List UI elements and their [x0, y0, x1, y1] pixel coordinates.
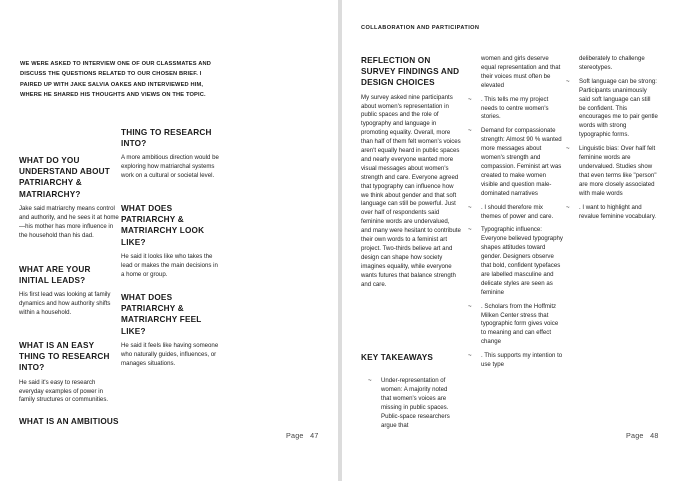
list-item-text: Demand for compassionate strength: Almost 90 % wanted more messages about women's strength and compassion. Feminist art was created to make women visible and question male-dominated narratives — [481, 127, 562, 197]
tilde-bullet-icon: ~ — [566, 203, 570, 211]
tilde-bullet-icon: ~ — [468, 127, 472, 135]
continued-text: deliberately to challenge stereotypes. — [579, 55, 645, 71]
list-item — [566, 204, 658, 222]
list-item — [468, 226, 564, 297]
list-item-text: . I want to highlight and revalue feminine vocabulary. — [579, 203, 657, 220]
tilde-bullet-icon: ~ — [566, 145, 570, 153]
question-heading: WHAT IS AN AMBITIOUS — [19, 417, 119, 426]
list-item-text: . I should therefore mix themes of power and care. — [481, 203, 554, 220]
list-item — [468, 204, 564, 222]
answer-text: Jake said matriarchy means control and authority, and he sees it at home—his mother has more influence in the household than his dad. — [19, 204, 119, 239]
running-head: COLLABORATION AND PARTICIPATION — [361, 25, 480, 31]
qa-block — [19, 264, 119, 318]
list-item — [468, 96, 564, 123]
list-item-text: . This tells me my project needs to centre women's stories. — [481, 95, 549, 121]
takeaways-column-2 — [468, 55, 564, 370]
section-heading: KEY TAKEAWAYS — [361, 353, 434, 362]
answer-text: He said it looks like who takes the lead or makes the main decisions in a home or group. — [121, 252, 218, 278]
question-heading: THING TO RESEARCH INTO? — [121, 128, 212, 149]
question-heading: WHAT DOES PATRIARCHY & MATRIARCHY LOOK LIKE? — [121, 204, 205, 247]
list-item — [468, 352, 564, 370]
answer-text: His first lead was looking at family dynamics and how authority shifts within a household. — [19, 291, 111, 317]
right-page — [342, 0, 680, 481]
tilde-bullet-icon: ~ — [468, 352, 472, 360]
takeaways-list — [368, 377, 450, 430]
list-item — [468, 127, 564, 198]
tilde-bullet-icon: ~ — [566, 77, 570, 85]
list-item-text: . Scholars from the Hoffmitz Milken Center stress that typographic form gives voice to meaning and can effect change — [481, 302, 559, 346]
qa-block — [121, 292, 221, 369]
question-heading: WHAT IS AN EASY THING TO RESEARCH INTO? — [19, 341, 110, 373]
takeaways-section — [361, 352, 461, 363]
answer-text: A more ambitious direction would be exploring how matriarchal systems work on a cultural or societal level. — [121, 154, 219, 180]
takeaways-column-3 — [566, 55, 658, 221]
qa-block — [121, 127, 221, 181]
answer-text: He said it's easy to research everyday examples of power in family structures or communities. — [19, 378, 109, 404]
list-item — [468, 303, 564, 348]
list-item — [368, 377, 450, 430]
tilde-bullet-icon: ~ — [468, 302, 472, 310]
list-item — [566, 78, 658, 140]
list-item-text: Typographic influence: Everyone believed typography shapes attitudes toward gender. Designers observe that bold, confident typefaces are labelled masculine and delicate styles are seen as feminine — [481, 226, 563, 296]
qa-block — [19, 340, 119, 405]
tilde-bullet-icon: ~ — [468, 203, 472, 211]
tilde-bullet-icon: ~ — [368, 377, 372, 384]
answer-text: He said it feels like having someone who naturally guides, influences, or manages situations. — [121, 341, 219, 367]
page-number: Page 48 — [626, 431, 659, 440]
list-item-text: Under-representation of women: A majority noted that women's voices are missing in public spaces. Public-space researchers argue that — [381, 377, 450, 429]
section-heading: REFLECTION ON SURVEY FINDINGS AND DESIGN CHOICES — [361, 56, 460, 88]
intro-text: WE WERE ASKED TO INTERVIEW ONE OF OUR CLASSMATES AND DISCUSS THE QUESTIONS RELATED TO OUR CHOSEN BRIEF. I PAIRED UP WITH JAKE SALVIA OAKES AND INTERVIEWED HIM, WHERE HE SHARED HIS THOUGHTS AND VIEWS ON THE TOPIC. — [20, 61, 211, 98]
qa-block — [19, 155, 119, 240]
question-heading: WHAT DOES PATRIARCHY & MATRIARCHY FEEL LIKE? — [121, 293, 202, 336]
reflection-paragraph: My survey asked nine participants about women's representation in public spaces and the role of typography and language in promoting equality. Overall, more than half of them felt women's voices aren't equally heard in public spaces and nearly everyone wanted more visual messages about women's strength and care. Everyone agreed that typography can influence how we think about gender and that soft language can still be powerful. Just over half of respondents said feminine words are undervalued, and many were hesitant to contribute their own words to a feminist art project. Two-thirds believe art and design can shape how society imagines equality, while everyone wants futures that balance strength and care. — [361, 93, 461, 288]
page-number: Page 47 — [286, 431, 319, 440]
list-item-text: Soft language can be strong: Participants unanimously said soft language can still be confident. This encourages me to pair gentle words with strong typographic forms. — [579, 77, 658, 139]
qa-block — [121, 203, 221, 280]
left-page — [0, 0, 338, 481]
tilde-bullet-icon: ~ — [468, 95, 472, 103]
reflection-section — [361, 55, 461, 290]
qa-block — [19, 416, 119, 427]
question-heading: WHAT ARE YOUR INITIAL LEADS? — [19, 265, 91, 286]
continued-text: women and girls deserve equal representation and that their voices must often be elevated — [481, 55, 561, 89]
list-item-text: Linguistic bias: Over half felt feminine words are undervalued. Studies show that even terms like "person" are more closely associated with male words — [579, 145, 657, 197]
tilde-bullet-icon: ~ — [468, 226, 472, 234]
list-item-text: . This supports my intention to use type — [481, 352, 563, 369]
question-heading: WHAT DO YOU UNDERSTAND ABOUT PATRIARCHY & MATRIARCHY? — [19, 156, 110, 199]
list-item — [566, 145, 658, 198]
